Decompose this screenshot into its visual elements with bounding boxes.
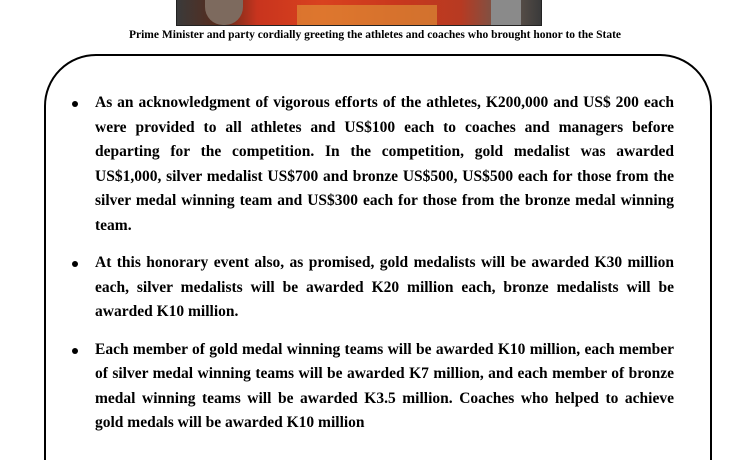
photo-stage (297, 5, 437, 25)
bullet-icon (72, 101, 78, 107)
bullet-item (68, 91, 674, 238)
photo-person-left (205, 0, 243, 25)
bullet-item (68, 251, 674, 325)
bullet-list (68, 91, 674, 449)
event-photo (176, 0, 542, 26)
bullet-text: Each member of gold medal winning teams will be awarded K10 million, each member of silver medal winning teams will be awarded K7 million, and each member of bronze medal winning teams will be awarded K3.5 million. Coaches who helped to achieve gold medals will be awarded K10 million (95, 340, 674, 431)
bullet-text: As an acknowledgment of vigorous efforts of the athletes, K200,000 and US$ 200 each were provided to all athletes and US$100 each to coaches and managers before departing for the competition. In the competition, gold medalist was awarded US$1,000, silver medalist US$700 and bronze US$500, US$500 each for those from the silver medal winning team and US$300 each for those from the bronze medal winning team. (95, 94, 674, 234)
bullet-text: At this honorary event also, as promised, gold medalists will be awarded K30 million each, silver medalists will be awarded K20 million each, bronze medalists will be awarded K10 million. (95, 254, 674, 320)
bullet-icon (72, 348, 78, 354)
bullet-item (68, 338, 674, 436)
photo-person-right (491, 0, 521, 25)
bullet-icon (72, 261, 78, 267)
photo-caption: Prime Minister and party cordially greeting the athletes and coaches who brought honor to the State (128, 29, 622, 41)
